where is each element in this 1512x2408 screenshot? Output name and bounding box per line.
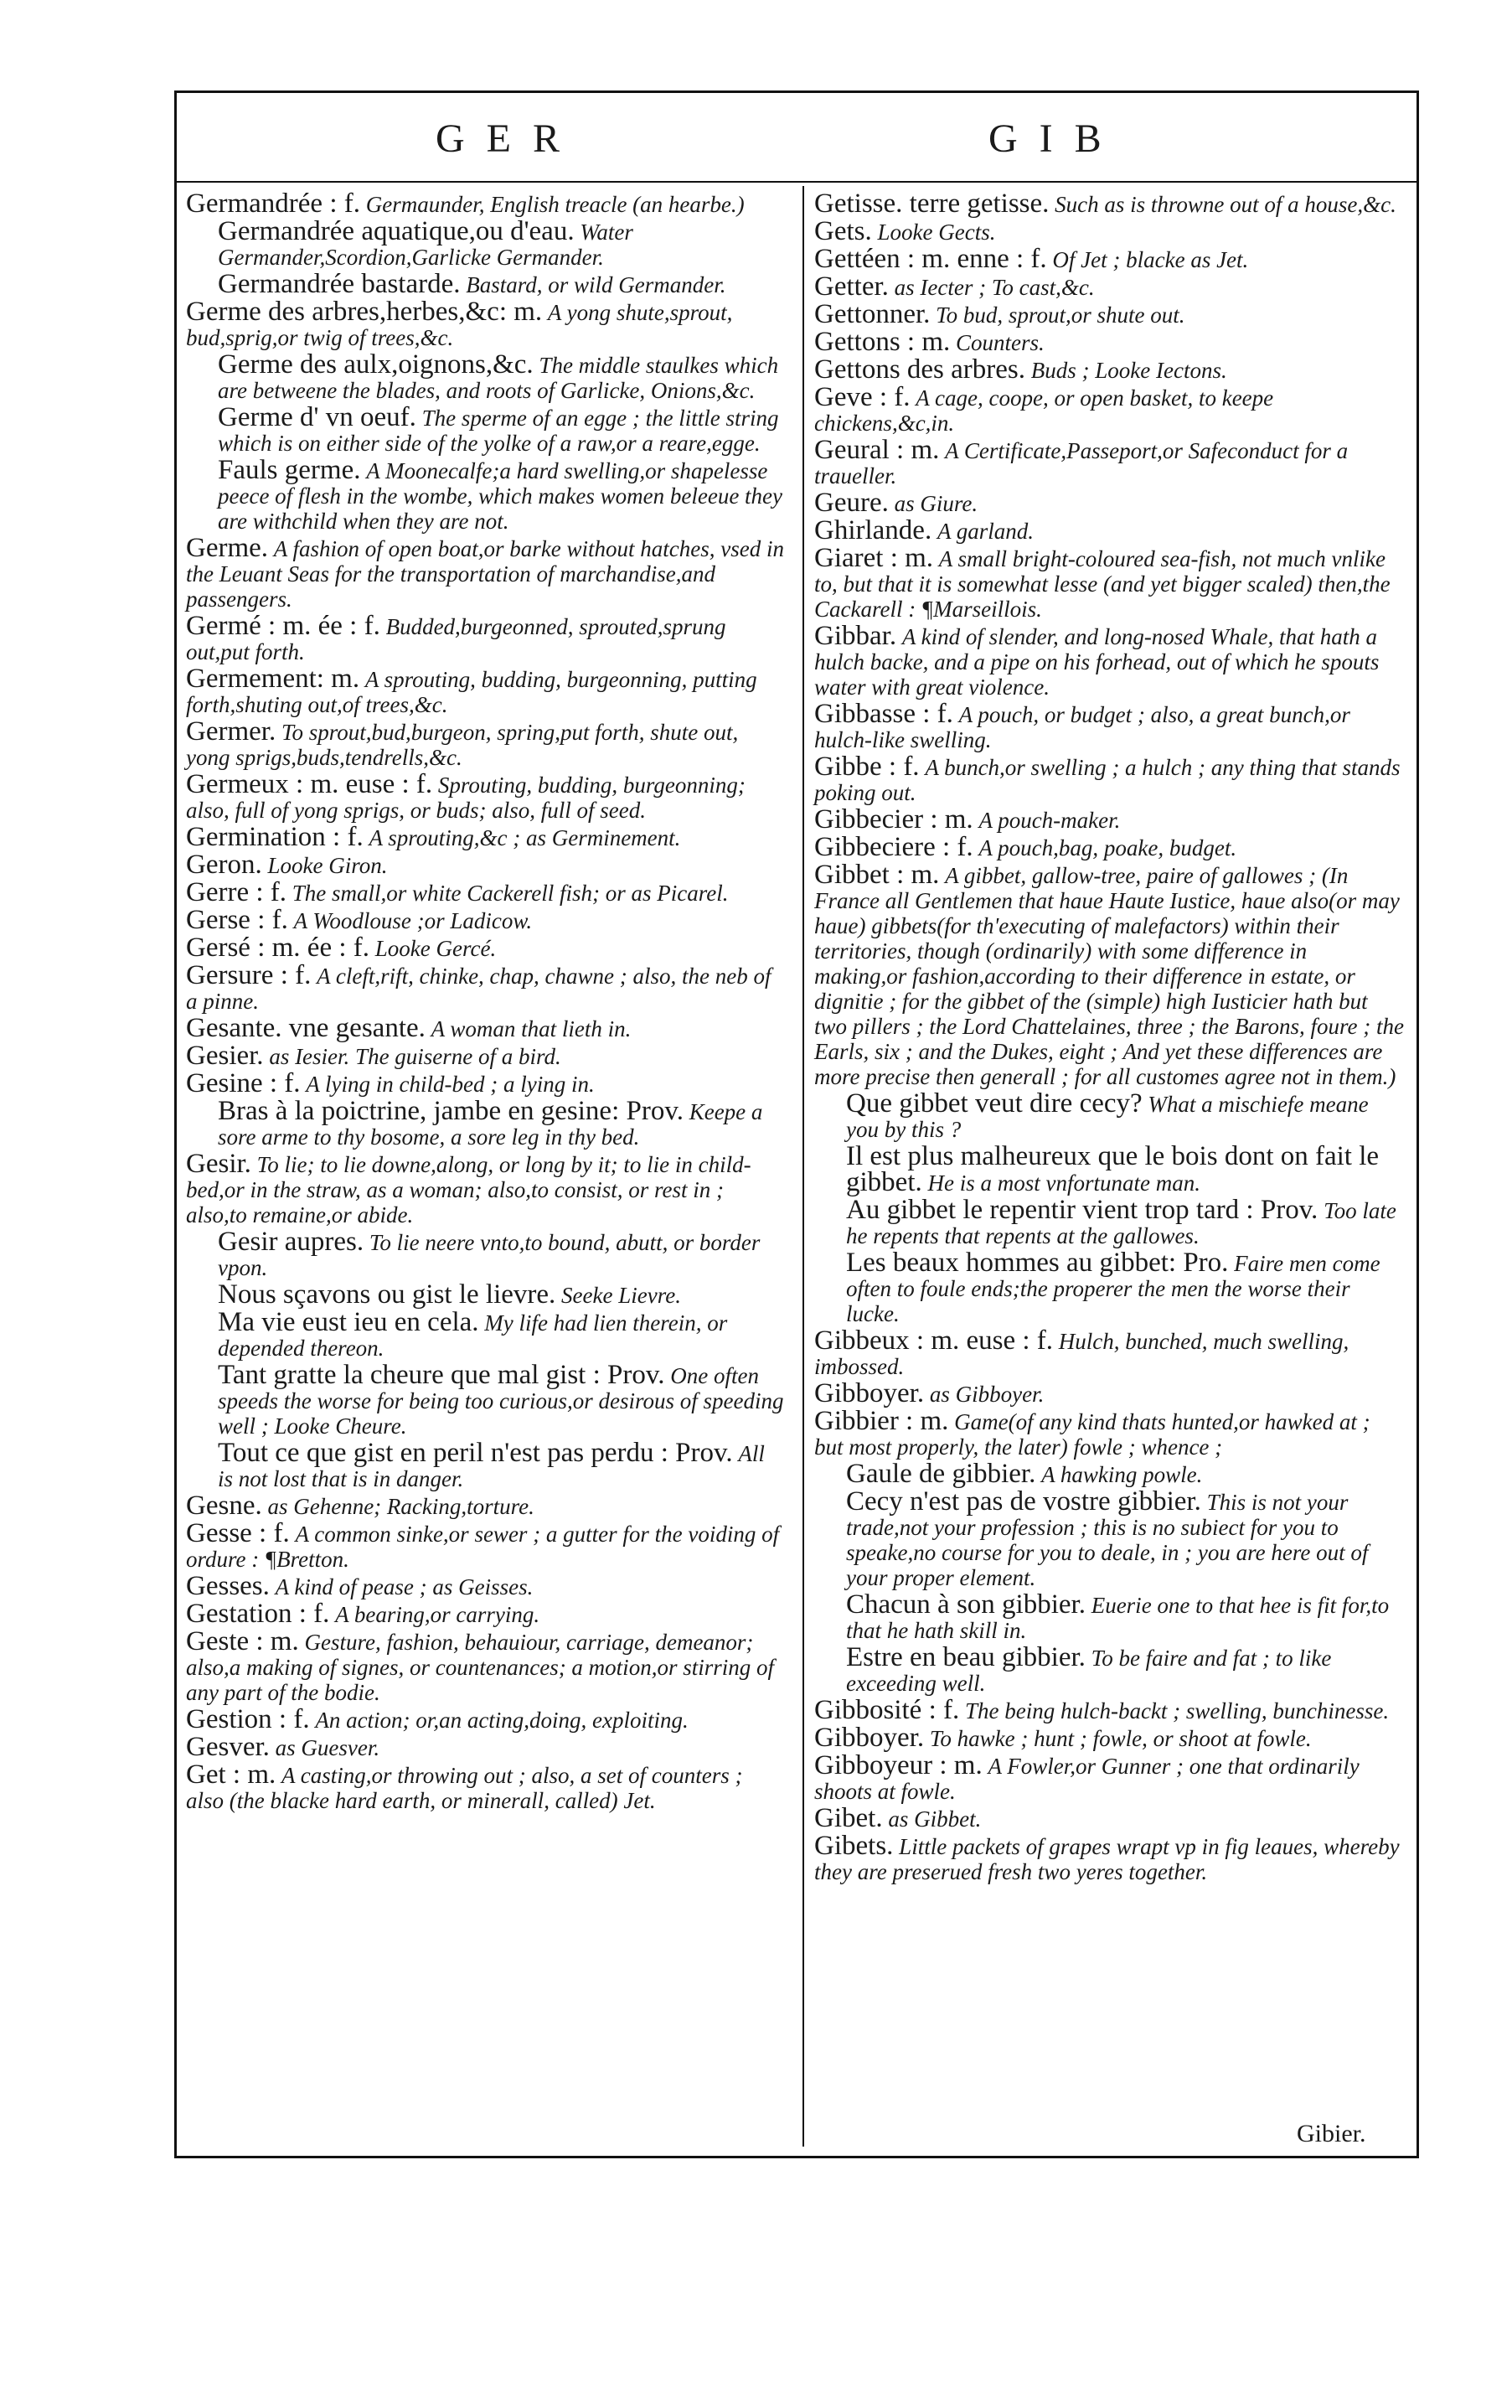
entry-headword: Gesse : f.: [186, 1518, 290, 1548]
entry-headword: Geure.: [814, 488, 889, 518]
entry-definition: A yong shute,sprout, bud,sprig,or twig of trees,&c.: [186, 300, 733, 350]
dictionary-entry: [814, 1461, 1404, 1487]
dictionary-entry: [814, 437, 1404, 488]
dictionary-entry: [814, 1803, 1404, 1833]
dictionary-entry: [814, 701, 1404, 752]
entry-headword: Gibboyer.: [814, 1723, 925, 1753]
entry-definition: A Fowler,or Gunner ; one that ordinarily shoots at fowle.: [814, 1754, 1360, 1804]
dictionary-entry: [186, 877, 784, 907]
entry-definition: To be faire and fat ; to like exceeding well.: [846, 1646, 1332, 1696]
dictionary-entry: [814, 1378, 1404, 1408]
header-rule: [174, 181, 1419, 183]
entry-definition: A woman that lieth in.: [431, 1016, 632, 1041]
entry-definition: Looke Giron.: [267, 853, 388, 878]
dictionary-entry: [814, 490, 1404, 516]
entry-headword: Gesir.: [186, 1149, 251, 1179]
dictionary-entry: [186, 402, 784, 456]
entry-definition: as Giure.: [894, 491, 978, 516]
entry-definition: Looke Gercé.: [374, 936, 497, 961]
entry-definition: One often speeds the worse for being too curious,or desirous of speeding well ; Looke Cheure.: [218, 1363, 784, 1439]
dictionary-entry: [186, 1518, 784, 1572]
entry-headword: Geron.: [186, 850, 262, 880]
entry-definition: A kind of slender, and long-nosed Whale, that hath a hulch backe, and a pipe on his forhead, out of which he spouts water with great violence.: [814, 624, 1380, 700]
dictionary-entry: [186, 1626, 784, 1705]
dictionary-entry: [814, 862, 1404, 1089]
entry-headword: Gestion : f.: [186, 1704, 310, 1734]
entry-headword: Fauls germe.: [218, 455, 361, 485]
left-column: [186, 191, 784, 1815]
catchword: Gibier.: [1297, 2120, 1366, 2147]
entry-definition: A cage, coope, or open basket, to keepe chickens,&c,in.: [814, 385, 1274, 436]
entry-headword: Geve : f.: [814, 382, 911, 412]
entry-headword: Germé : m. ée : f.: [186, 611, 380, 641]
dictionary-entry: [814, 246, 1404, 272]
entry-definition: The small,or white Cackerell fish; or as Picarel.: [292, 881, 729, 906]
dictionary-entry: [186, 1307, 784, 1361]
dictionary-entry: [814, 191, 1404, 217]
entry-headword: Get : m.: [186, 1759, 276, 1790]
entry-definition: Little packets of grapes wrapt vp in fig leaues, whereby they are preserued fresh two yeres together.: [814, 1834, 1400, 1884]
entry-definition: Of Jet ; blacke as Jet.: [1052, 247, 1249, 272]
entry-definition: Too late he repents that repents at the gallowes.: [846, 1198, 1396, 1248]
entry-definition: as Gibboyer.: [929, 1382, 1045, 1407]
dictionary-entry: [186, 1015, 784, 1041]
column-divider: [802, 186, 804, 2147]
entry-headword: Germination : f.: [186, 822, 364, 852]
entry-headword: Gettons des arbres.: [814, 354, 1026, 385]
entry-definition: A sprouting, budding, burgeonning, putting forth,shuting out,of trees,&c.: [186, 667, 757, 717]
dictionary-entry: [814, 299, 1404, 329]
dictionary-entry: [814, 329, 1404, 355]
dictionary-entry: [186, 1043, 784, 1069]
dictionary-entry: [186, 299, 784, 350]
entry-headword: Cecy n'est pas de vostre gibbier.: [846, 1486, 1201, 1517]
entry-definition: Faire men come often to foule ends;the properer the men the worse their lucke.: [846, 1251, 1380, 1326]
entry-definition: A small bright-coloured sea-fish, not much vnlike to, but that it is somewhat lesse (and yet bigger scaled) then,the Cackarell : ¶Marseillois.: [814, 546, 1391, 622]
entry-headword: Geste : m.: [186, 1626, 299, 1656]
dictionary-entry: [186, 907, 784, 933]
entry-headword: Getisse. terre getisse.: [814, 189, 1050, 219]
entry-definition: The sperme of an egge ; the little string which is on either side of the yolke of a raw,or a reare,egge.: [218, 406, 779, 456]
dictionary-entry: [814, 1589, 1404, 1643]
entry-definition: A pouch-maker.: [978, 808, 1121, 833]
entry-headword: Ma vie eust ieu en cela.: [218, 1307, 479, 1337]
entry-headword: Gerse : f.: [186, 905, 288, 935]
entry-headword: Germandrée bastarde.: [218, 269, 461, 299]
entry-headword: Germeux : m. euse : f.: [186, 769, 433, 799]
entry-definition: A bearing,or carrying.: [335, 1602, 540, 1627]
entry-headword: Les beaux hommes au gibbet: Pro.: [846, 1248, 1229, 1278]
entry-headword: Germandrée : f.: [186, 189, 360, 219]
dictionary-entry: [186, 824, 784, 850]
dictionary-entry: [814, 804, 1404, 835]
entry-definition: A bunch,or swelling ; a hulch ; any thing that stands poking out.: [814, 755, 1401, 805]
entry-definition: as Gibbet.: [888, 1806, 982, 1832]
entry-headword: Germe.: [186, 533, 269, 563]
entry-definition: To bud, sprout,or shute out.: [936, 302, 1185, 328]
entry-headword: Gettonner.: [814, 299, 931, 329]
entry-definition: The middle staulkes which are betweene the blades, and roots of Garlicke, Onions,&c.: [218, 353, 779, 403]
entry-definition: A kind of pease ; as Geisses.: [275, 1574, 534, 1599]
entry-definition: A hawking powle.: [1041, 1462, 1203, 1487]
dictionary-entry: [186, 852, 784, 878]
entry-headword: Gibbeciere : f.: [814, 832, 973, 862]
dictionary-entry: [814, 754, 1404, 805]
dictionary-entry: [186, 1601, 784, 1627]
entry-headword: Geural : m.: [814, 435, 940, 465]
entry-definition: To sprout,bud,burgeon, spring,put forth, shute out, yong sprigs,buds,tendrells,&c.: [186, 720, 739, 770]
running-head-left: GER: [436, 116, 581, 161]
entry-headword: Gersure : f.: [186, 960, 312, 990]
dictionary-entry: [814, 271, 1404, 302]
dictionary-entry: [186, 1759, 784, 1813]
entry-definition: Water Germander,Scordion,Garlicke Germander.: [218, 220, 633, 270]
dictionary-entry: [186, 1229, 784, 1280]
entry-definition: as Gehenne; Racking,torture.: [267, 1494, 534, 1519]
dictionary-entry: [814, 1088, 1404, 1142]
entry-headword: Gibbasse : f.: [814, 699, 953, 729]
dictionary-entry: [814, 545, 1404, 622]
entry-definition: To lie; to lie downe,along, or long by it; to lie in child-bed,or in the straw, as a woman; also,to consist, or rest in ; also,to remaine,or abide.: [186, 1152, 751, 1227]
entry-definition: An action; or,an acting,doing, exploiting.: [315, 1708, 689, 1733]
entry-headword: Gibbe : f.: [814, 752, 920, 782]
dictionary-entry: [186, 1362, 784, 1439]
dictionary-entry: [186, 1279, 784, 1310]
entry-headword: Gibbar.: [814, 621, 897, 651]
entry-headword: Tant gratte la cheure que mal gist : Prov.: [218, 1360, 665, 1390]
entry-headword: Gettéen : m. enne : f.: [814, 244, 1047, 274]
entry-definition: Hulch, bunched, much swelling, imbossed.: [814, 1329, 1349, 1379]
running-head-right: GIB: [988, 116, 1123, 161]
entry-definition: Sprouting, budding, burgeonning; also, full of yong sprigs, or buds; also, full of seed.: [186, 773, 746, 823]
dictionary-entry: [186, 1734, 784, 1760]
entry-definition: A gibbet, gallow-tree, paire of gallowes ; (In France all Gentlemen that haue Haute Iustice, haue also(or may haue) gibbets(for th'executing of malefactors) within their territories, though (ordinarily) with some difference in making,or fashion,according to their difference in estate, or dignitie ; for the gibbet of the (simple) high Iusticier hath but two pillers ; the Lord Chattelaines, three ; the Barons, foure ; the Earls, six ; and the Dukes, eight ; And yet these differences are more precise then generall ; for all customes agree not in them.): [814, 863, 1404, 1089]
entry-headword: Ghirlande.: [814, 515, 932, 545]
entry-definition: Gesture, fashion, behauiour, carriage, demeanor; also,a making of signes, or countenances; a motion,or stirring of any part of the bodie.: [186, 1630, 774, 1705]
dictionary-entry: [814, 1408, 1404, 1460]
entry-definition: A sprouting,&c ; as Germinement.: [369, 825, 681, 850]
entry-definition: as Iesier. The guiserne of a bird.: [269, 1044, 561, 1069]
entry-definition: The being hulch-backt ; swelling, bunchinesse.: [964, 1698, 1390, 1723]
entry-headword: Germe des aulx,oignons,&c.: [218, 349, 534, 380]
dictionary-entry: [186, 216, 784, 270]
entry-definition: He is a most vnfortunate man.: [927, 1170, 1200, 1196]
entry-definition: A pouch,bag, poake, budget.: [978, 835, 1237, 860]
dictionary-entry: [186, 1493, 784, 1519]
entry-definition: A Moonecalfe;a hard swelling,or shapelesse peece of flesh in the wombe, which makes women beleeue they are withchild when they are not.: [218, 458, 783, 534]
entry-headword: Gibet.: [814, 1803, 883, 1833]
dictionary-entry: [186, 1068, 784, 1098]
dictionary-entry: [186, 613, 784, 664]
dictionary-entry: [186, 1704, 784, 1734]
entry-headword: Getter.: [814, 271, 889, 302]
entry-headword: Germe des arbres,herbes,&c: m.: [186, 297, 543, 327]
entry-definition: Buds ; Looke Iectons.: [1030, 358, 1227, 383]
entry-definition: A pouch, or budget ; also, a great bunch,or hulch-like swelling.: [814, 702, 1350, 752]
entry-definition: as Iecter ; To cast,&c.: [894, 275, 1095, 300]
dictionary-entry: [814, 515, 1404, 545]
entry-definition: Counters.: [956, 330, 1045, 355]
entry-definition: Budded,burgeonned, sprouted,sprung out,put forth.: [186, 614, 726, 664]
dictionary-entry: [814, 1141, 1404, 1197]
entry-headword: Gets.: [814, 216, 872, 246]
dictionary-entry: [814, 1750, 1404, 1804]
entry-headword: Gibbosité : f.: [814, 1695, 960, 1725]
dictionary-entry: [814, 623, 1404, 700]
entry-headword: Estre en beau gibbier.: [846, 1642, 1086, 1672]
entry-definition: Euerie one to that hee is fit for,to that he hath skill in.: [846, 1593, 1390, 1643]
entry-headword: Bras à la poictrine, jambe en gesine: Prov.: [218, 1096, 684, 1126]
entry-definition: All is not lost that is in danger.: [218, 1441, 765, 1491]
dictionary-entry: [186, 535, 784, 612]
entry-definition: Looke Gects.: [877, 220, 996, 245]
entry-headword: Que gibbet veut dire cecy?: [846, 1088, 1143, 1119]
dictionary-entry: [814, 382, 1404, 436]
entry-definition: Germaunder, English treacle (an hearbe.): [365, 192, 745, 217]
entry-headword: Gesir aupres.: [218, 1227, 364, 1257]
dictionary-entry: [814, 1197, 1404, 1248]
dictionary-entry: [186, 349, 784, 403]
entry-headword: Gesses.: [186, 1571, 270, 1601]
entry-definition: To lie neere vnto,to bound, abutt, or border vpon.: [218, 1230, 761, 1280]
entry-headword: Gesne.: [186, 1491, 262, 1521]
entry-definition: What a mischiefe meane you by this ?: [846, 1092, 1369, 1142]
entry-definition: A cleft,rift, chinke, chap, chawne ; also, the neb of a pinne.: [186, 964, 771, 1014]
dictionary-entry: [186, 769, 784, 823]
entry-definition: My life had lien therein, or depended thereon.: [218, 1310, 728, 1361]
entry-headword: Gesver.: [186, 1732, 270, 1762]
dictionary-entry: [186, 1573, 784, 1599]
entry-definition: This is not your trade,not your profession ; this is no subiect for you to speake,no course for you to deale, in ; you are here out of your proper element.: [846, 1490, 1369, 1590]
dictionary-entry: [814, 216, 1404, 246]
entry-headword: Germe d' vn oeuf.: [218, 402, 416, 432]
entry-headword: Giaret : m.: [814, 543, 934, 573]
entry-definition: Seeke Lievre.: [561, 1283, 681, 1308]
dictionary-entry: [814, 1833, 1404, 1884]
entry-headword: Tout ce que gist en peril n'est pas perdu : Prov.: [218, 1438, 733, 1468]
entry-headword: Nous sçavons ou gist le lievre.: [218, 1279, 556, 1310]
dictionary-entry: [814, 1486, 1404, 1590]
entry-headword: Gesante. vne gesante.: [186, 1013, 426, 1043]
entry-headword: Gibbeux : m. euse : f.: [814, 1325, 1054, 1356]
entry-headword: Gaule de gibbier.: [846, 1459, 1036, 1489]
entry-definition: A Certificate,Passeport,or Safeconduct for a traueller.: [814, 438, 1349, 488]
dictionary-entry: [186, 457, 784, 534]
dictionary-entry: [814, 1697, 1404, 1723]
entry-definition: A lying in child-bed ; a lying in.: [306, 1072, 595, 1097]
entry-headword: Gestation : f.: [186, 1599, 330, 1629]
entry-headword: Il est plus malheureux que le bois dont on fait le gibbet.: [846, 1141, 1380, 1197]
dictionary-entry: [186, 935, 784, 961]
entry-headword: Germement: m.: [186, 664, 360, 694]
entry-headword: Chacun à son gibbier.: [846, 1589, 1086, 1620]
entry-definition: Game(of any kind thats hunted,or hawked at ; but most properly, the later) fowle ; whence ;: [814, 1409, 1370, 1460]
entry-definition: A common sinke,or sewer ; a gutter for the voiding of ordure : ¶Bretton.: [186, 1522, 780, 1572]
entry-definition: A Woodlouse ;or Ladicow.: [293, 908, 533, 933]
entry-headword: Gesine : f.: [186, 1068, 301, 1098]
entry-headword: Gibboyer.: [814, 1378, 925, 1408]
dictionary-entry: [186, 1151, 784, 1227]
entry-definition: A casting,or throwing out ; also, a set of counters ; also (the blacke hard earth, or minerall, called) Jet.: [186, 1763, 743, 1813]
dictionary-entry: [186, 271, 784, 297]
dictionary-entry: [814, 1325, 1404, 1379]
entry-headword: Gesier.: [186, 1041, 264, 1071]
entry-definition: Bastard, or wild Germander.: [466, 272, 726, 297]
dictionary-entry: [814, 1642, 1404, 1696]
entry-definition: as Guesver.: [275, 1735, 380, 1760]
dictionary-entry: [186, 191, 784, 217]
entry-headword: Germer.: [186, 716, 276, 747]
dictionary-entry: [186, 960, 784, 1014]
entry-definition: Keepe a sore arme to thy bosome, a sore leg in thy bed.: [218, 1099, 763, 1150]
dictionary-entry: [186, 1440, 784, 1491]
dictionary-entry: [186, 716, 784, 770]
entry-headword: Au gibbet le repentir vient trop tard : Prov.: [846, 1195, 1318, 1225]
dictionary-entry: [186, 1098, 784, 1150]
dictionary-entry: [814, 354, 1404, 385]
dictionary-entry: [814, 1725, 1404, 1751]
entry-definition: A garland.: [937, 519, 1034, 544]
entry-headword: Germandrée aquatique,ou d'eau.: [218, 216, 575, 246]
entry-definition: A fashion of open boat,or barke without hatches, vsed in the Leuant Seas for the transportation of marchandise,and passengers.: [186, 536, 784, 612]
entry-headword: Gibbier : m.: [814, 1406, 949, 1436]
dictionary-entry: [814, 832, 1404, 862]
entry-headword: Gibets.: [814, 1831, 894, 1861]
entry-headword: Gibbet : m.: [814, 860, 940, 890]
right-column: [814, 191, 1404, 1886]
entry-definition: To hawke ; hunt ; fowle, or shoot at fowle.: [929, 1726, 1312, 1751]
dictionary-entry: [186, 666, 784, 717]
entry-headword: Gerre : f.: [186, 877, 287, 907]
entry-headword: Gibboyeur : m.: [814, 1750, 983, 1780]
entry-headword: Gettons : m.: [814, 327, 951, 357]
entry-headword: Gibbecier : m.: [814, 804, 973, 835]
entry-definition: Such as is throwne out of a house,&c.: [1055, 192, 1396, 217]
dictionary-entry: [814, 1250, 1404, 1326]
entry-headword: Gersé : m. ée : f.: [186, 933, 369, 963]
